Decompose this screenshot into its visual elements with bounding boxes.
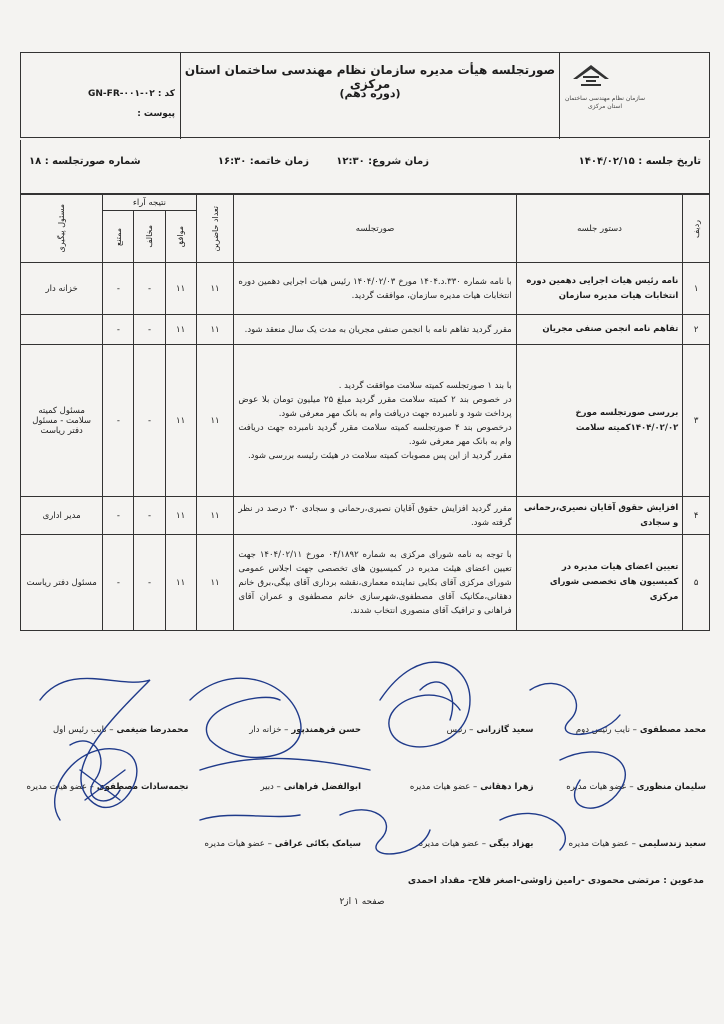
- minutes-paragraph: درخصوص بند ۴ صورتجلسه کمیته سلامت مقرر گردید نامبرده جهت دریافت وام به بانک مهر معرفی شود.: [238, 422, 512, 447]
- signatory-name: ابوالفضل فراهانی: [283, 782, 361, 792]
- signatory-name: سعید زندسلیمی: [638, 839, 706, 849]
- minutes-number: شماره صورتجلسه : ۱۸: [29, 156, 141, 167]
- table-row: [21, 315, 710, 345]
- signatory-role: – عضو هیات مدیره: [566, 782, 634, 792]
- minutes-text: [234, 345, 516, 497]
- minutes-text: [234, 535, 516, 631]
- present-count: ۱۱: [196, 315, 234, 345]
- signatory-role: – نایب رئیس اول: [52, 725, 114, 735]
- abstain-count: -: [103, 315, 134, 345]
- minutes-paragraph: مقرر گردید تفاهم نامه با انجمن صنفی مجریان به مدت یک سال منعقد شود.: [244, 324, 512, 335]
- signatory-role: – عضو هیات مدیره: [409, 782, 478, 792]
- end-time: زمان خاتمه: ۱۶:۳۰: [217, 156, 309, 167]
- signatory-name: سلیمان منظوری: [636, 782, 706, 792]
- agree-count: ۱۱: [165, 497, 196, 535]
- signature-cell: [193, 834, 366, 891]
- responsible-party: مسئول کمیته سلامت - مسئول دفتر ریاست: [21, 345, 103, 497]
- header-disagree: مخالف: [134, 211, 165, 263]
- code-cell: [21, 53, 181, 139]
- present-count: ۱۱: [196, 263, 234, 315]
- signature-cell: [538, 777, 711, 834]
- signature-cell: [193, 720, 366, 777]
- document-subtitle: (دوره دهم): [339, 87, 401, 100]
- present-count: ۱۱: [196, 345, 234, 497]
- table-row: [21, 535, 710, 631]
- logo-cell: [559, 53, 709, 139]
- meeting-date: تاریخ جلسه : ۱۴۰۴/۰۲/۱۵: [578, 156, 701, 167]
- signatures-block: [20, 720, 710, 891]
- meeting-info-row: [20, 140, 710, 194]
- agree-count: ۱۱: [165, 535, 196, 631]
- minutes-text: [234, 315, 516, 345]
- agenda-topic: افزایش حقوق آقایان نصیری،رحمانی و سجادی: [516, 497, 683, 535]
- minutes-rows: [21, 263, 710, 631]
- signature-cell: [193, 777, 366, 834]
- signatory-name: سیامک بکائی عراقی: [274, 839, 361, 849]
- present-count: ۱۱: [196, 535, 234, 631]
- agree-count: ۱۱: [165, 345, 196, 497]
- agenda-topic: نامه رئیس هیات اجرایی دهمین دوره انتخابات هیات مدیره سازمان: [516, 263, 683, 315]
- signatory-role: – دبیر: [260, 782, 281, 792]
- header-row-number: ردیف: [683, 195, 710, 263]
- document-title: صورتجلسه هیأت مدیره سازمان نظام مهندسی ساختمان استان مرکزی: [184, 63, 556, 91]
- disagree-count: -: [134, 535, 165, 631]
- minutes-paragraph: با بند ۱ صورتجلسه کمیته سلامت موافقت گردید .: [338, 380, 512, 391]
- signature-row: [20, 777, 710, 834]
- signatory-name: حسن فرهمندپور: [291, 725, 361, 735]
- agenda-topic: بررسی صورتجلسه مورخ ۱۴۰۴/۰۲/۰۲کمیته سلامت: [516, 345, 683, 497]
- signatory-role: – خزانه دار: [249, 725, 289, 735]
- disagree-count: -: [134, 315, 165, 345]
- row-number: ۳: [683, 345, 710, 497]
- signature-cell: [20, 834, 193, 891]
- header-responsible: مسئول پیگیری: [21, 195, 103, 263]
- signatory-name: بهزاد بیگی: [488, 839, 534, 849]
- signatory-name: سعید گازرانی: [476, 725, 534, 735]
- table-row: [21, 497, 710, 535]
- agree-count: ۱۱: [165, 263, 196, 315]
- disagree-count: -: [134, 345, 165, 497]
- signatory-role: – عضو هیات مدیره: [418, 839, 486, 849]
- signatory-role: – رئیس: [446, 725, 474, 735]
- minutes-paragraph: مقرر گردید افزایش حقوق آقایان نصیری،رحمانی و سجادی ۳۰ درصد در نظر گرفته شود.: [238, 503, 512, 528]
- minutes-paragraph: با توجه به نامه شورای مرکزی به شماره ۰۴/۱۸۹۲ مورخ ۱۴۰۴/۰۲/۱۱ جهت تعیین اعضای هیئت مدیره در کمیسیون های تخصصی جهت اجلاس عمومی شورای مرکزی آقای بکایی نماینده معماری،نقشه برداری آقای بیگی،برق خانم دهقانی،مکانیک آقای مصطفوی،شهرسازی خانم مصطفوی و عمران آقای فراهانی و ترافیک آقای منصوری انتخاب شدند.: [238, 549, 512, 616]
- header-present: تعداد حاضرین: [196, 195, 234, 263]
- responsible-party: [21, 315, 103, 345]
- signatory-name: زهرا دهقانی: [480, 782, 534, 792]
- signatory-role: – عضو هیات مدیره: [204, 839, 272, 849]
- signature-cell: [20, 777, 193, 834]
- header-abstain: ممتنع: [103, 211, 134, 263]
- signatory-role: – نایب رئیس دوم: [575, 725, 637, 735]
- row-number: ۱: [683, 263, 710, 315]
- responsible-party: مسئول دفتر ریاست: [21, 535, 103, 631]
- header-agenda: دستور جلسه: [516, 195, 683, 263]
- row-number: ۵: [683, 535, 710, 631]
- disagree-count: -: [134, 263, 165, 315]
- present-count: ۱۱: [196, 497, 234, 535]
- logo-caption: سازمان نظام مهندسی ساختمان استان مرکزی: [564, 95, 646, 110]
- abstain-count: -: [103, 497, 134, 535]
- minutes-table: [20, 194, 710, 631]
- table-row: [21, 263, 710, 315]
- agenda-topic: تفاهم نامه انجمن صنفی مجریان: [516, 315, 683, 345]
- signatory-name: محمدرضا ضیغمی: [116, 725, 189, 735]
- signatory-name: محمد مصطفوی: [639, 725, 706, 735]
- signature-cell: [20, 720, 193, 777]
- abstain-count: -: [103, 535, 134, 631]
- minutes-paragraph: با نامه شماره ۳۳۰.د.۱۴۰۴ مورخ ۱۴۰۴/۰۲/۰۳ رئیس هیات اجرایی دهمین دوره انتخابات هیات مدیره سازمان، موافقت گردید.: [238, 276, 512, 301]
- organization-logo-icon: [569, 61, 613, 91]
- signature-cell: [538, 720, 711, 777]
- minutes-paragraph: مقرر گردید از این پس مصوبات کمیته سلامت در هیئت رئیسه بررسی شود.: [247, 450, 512, 461]
- document-code: کد : GN-FR-۰۰۱-۰۲: [88, 89, 175, 99]
- agree-count: ۱۱: [165, 315, 196, 345]
- disagree-count: -: [134, 497, 165, 535]
- row-number: ۴: [683, 497, 710, 535]
- attachment-label: پیوست :: [137, 109, 175, 119]
- minutes-text: [234, 497, 516, 535]
- start-time: زمان شروع: ۱۲:۳۰: [336, 156, 429, 167]
- responsible-party: خزانه دار: [21, 263, 103, 315]
- row-number: ۲: [683, 315, 710, 345]
- responsible-party: مدیر اداری: [21, 497, 103, 535]
- signature-row: [20, 720, 710, 777]
- agenda-topic: تعیین اعضای هیات مدیره در کمیسیون های تخصصی شورای مرکزی: [516, 535, 683, 631]
- minutes-text: [234, 263, 516, 315]
- signature-cell: [365, 720, 538, 777]
- invitees-line: مدعوین : مرتضی محمودی -رامین زاوشی-اصغر فلاح- مقداد احمدی: [407, 876, 704, 886]
- page-number: صفحه ۱ از۲: [339, 897, 385, 907]
- header-minutes: صورتجلسه: [234, 195, 516, 263]
- header-agree: موافق: [165, 211, 196, 263]
- document-header: [20, 52, 710, 138]
- signatory-role: – عضو هیات مدیره: [568, 839, 636, 849]
- signatory-role: – عضو هیات مدیره: [26, 782, 94, 792]
- signatory-name: نجمه‌سادات مصطفوی: [96, 782, 189, 792]
- table-row: [21, 345, 710, 497]
- header-vote-result: نتیجه آراء: [103, 195, 196, 211]
- minutes-paragraph: در خصوص بند ۲ کمیته سلامت مقرر گردید مبلغ ۲۵ میلیون تومان بلا عوض پرداخت شود و نامبرده جهت دریافت وام به بانک مهر معرفی شود.: [238, 394, 512, 419]
- abstain-count: -: [103, 345, 134, 497]
- signature-cell: [365, 777, 538, 834]
- abstain-count: -: [103, 263, 134, 315]
